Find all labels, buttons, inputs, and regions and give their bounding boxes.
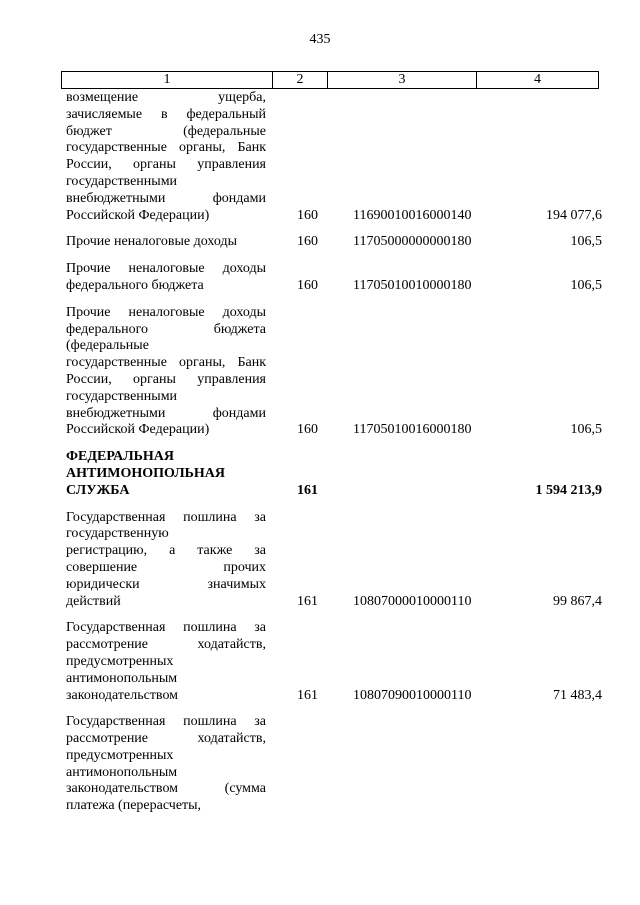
description-line: государственную (66, 526, 169, 542)
table-row (66, 620, 606, 704)
table-row (66, 90, 606, 224)
row-description (66, 261, 266, 295)
description-line: Государственная пошлина за (66, 714, 266, 730)
row-amount: 106,5 (570, 277, 602, 293)
row-amount: 99 867,4 (553, 593, 602, 609)
description-line: ФЕДЕРАЛЬНАЯ (66, 449, 175, 465)
description-line: совершение прочих (66, 559, 266, 575)
row-amount: 1 594 213,9 (535, 482, 602, 498)
row-description (66, 90, 266, 224)
row-amount: 106,5 (570, 422, 602, 438)
description-line: Прочие неналоговые доходы (66, 304, 266, 320)
row-amount: 71 483,4 (553, 687, 602, 703)
table-row (66, 261, 606, 295)
row-description (66, 305, 266, 439)
description-line: СЛУЖБА (66, 482, 130, 498)
row-admin-code: 161 (297, 482, 318, 498)
row-kbk-code: 10807090010000110 (353, 687, 472, 703)
description-line: возмещение ущерба, (66, 90, 266, 105)
description-line: законодательством (66, 687, 179, 703)
row-admin-code: 161 (297, 687, 318, 703)
description-line: России, органы управления (66, 371, 266, 387)
description-line: юридически значимых (66, 576, 266, 592)
row-description (66, 234, 266, 251)
row-admin-code: 160 (297, 277, 318, 293)
row-gap (66, 439, 606, 449)
description-line: федерального бюджета (66, 321, 266, 337)
row-admin-code: 160 (297, 234, 318, 250)
table-body (66, 90, 606, 815)
row-amount: 194 077,6 (546, 207, 602, 223)
description-line: Прочие неналоговые доходы (66, 234, 238, 250)
row-gap (66, 295, 606, 305)
description-line: внебюджетными фондами (66, 405, 266, 421)
table-row (66, 234, 606, 251)
row-kbk-code: 11690010016000140 (353, 207, 472, 223)
description-line: государственными (66, 173, 178, 189)
description-line: Государственная пошлина за (66, 620, 266, 636)
description-line: России, органы управления (66, 157, 266, 173)
header-col-3: 3 (328, 72, 477, 89)
table-row (66, 305, 606, 439)
header-col-1: 1 (62, 72, 273, 89)
description-line: внебюджетными фондами (66, 190, 266, 206)
table-row (66, 449, 606, 499)
description-line: рассмотрение ходатайств, (66, 731, 266, 747)
row-admin-code: 161 (297, 593, 318, 609)
row-kbk-code: 10807000010000110 (353, 593, 472, 609)
row-amount: 106,5 (570, 234, 602, 250)
description-line: федерального бюджета (66, 277, 204, 293)
row-gap (66, 251, 606, 261)
header-col-4: 4 (477, 72, 599, 89)
description-line: АНТИМОНОПОЛЬНАЯ (66, 465, 225, 481)
description-line: антимонопольным (66, 764, 178, 780)
row-gap (66, 704, 606, 714)
row-gap (66, 500, 606, 510)
row-kbk-code: 11705000000000180 (353, 234, 472, 250)
row-admin-code: 160 (297, 207, 318, 223)
description-line: государственными (66, 388, 178, 404)
description-line: антимонопольным (66, 670, 178, 686)
description-line: зачисляемые в федеральный (66, 106, 266, 122)
row-admin-code: 160 (297, 422, 318, 438)
row-gap (66, 224, 606, 234)
description-line: регистрацию, а также за (66, 543, 266, 559)
description-line: Прочие неналоговые доходы (66, 261, 266, 277)
page-number: 435 (309, 32, 331, 47)
row-description (66, 714, 266, 815)
row-gap (66, 610, 606, 620)
description-line: платежа (перерасчеты, (66, 798, 202, 814)
description-line: Российской Федерации) (66, 207, 210, 223)
description-line: законодательством (сумма (66, 781, 266, 797)
description-line: предусмотренных (66, 747, 174, 763)
description-line: бюджет (федеральные (66, 123, 266, 139)
row-kbk-code: 11705010016000180 (353, 422, 472, 438)
row-description (66, 449, 266, 499)
table-row (66, 714, 606, 815)
header-col-2: 2 (273, 72, 328, 89)
table-row (66, 510, 606, 611)
table-header (61, 71, 599, 89)
description-line: действий (66, 593, 121, 609)
row-kbk-code: 11705010010000180 (353, 277, 472, 293)
description-line: Государственная пошлина за (66, 509, 266, 525)
description-line: предусмотренных (66, 653, 174, 669)
description-line: государственные органы, Банк (66, 355, 266, 371)
row-description (66, 620, 266, 704)
description-line: Российской Федерации) (66, 422, 210, 438)
description-line: (федеральные (66, 338, 149, 354)
row-description (66, 510, 266, 611)
description-line: рассмотрение ходатайств, (66, 637, 266, 653)
description-line: государственные органы, Банк (66, 140, 266, 156)
